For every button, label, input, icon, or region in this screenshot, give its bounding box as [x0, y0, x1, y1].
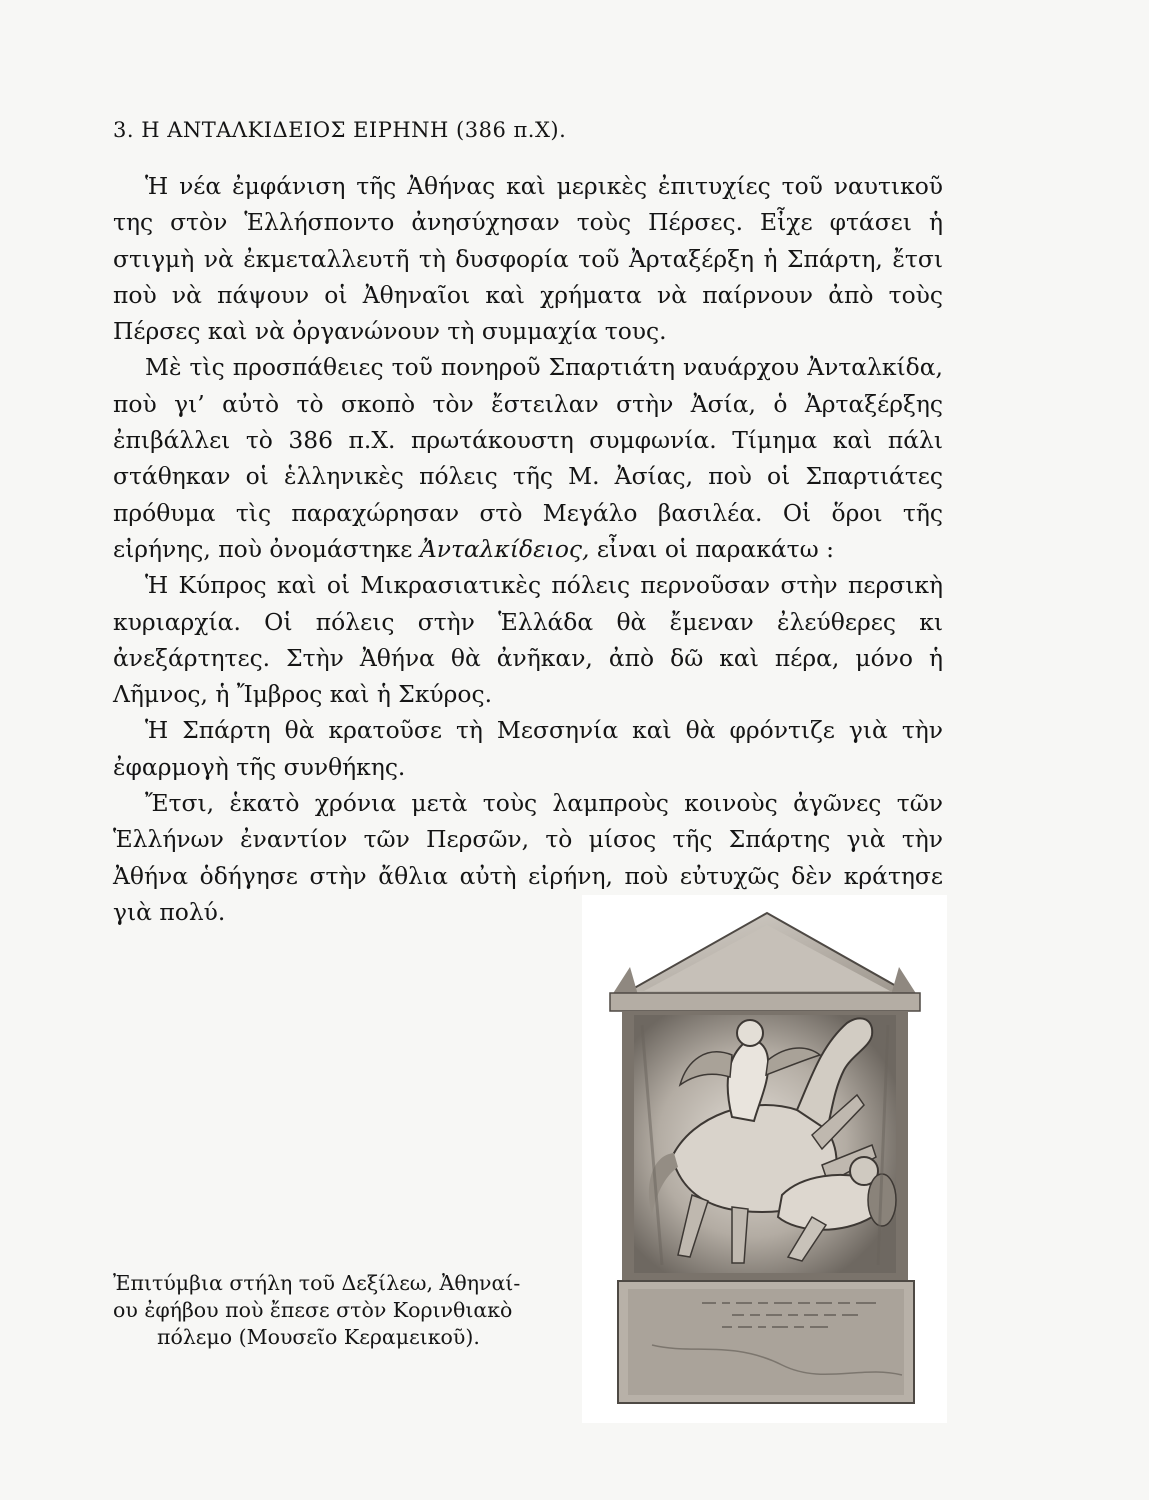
figure-caption [113, 1270, 533, 1351]
paragraph-2-tail: εἶναι οἱ παρακάτω : [596, 534, 834, 563]
paragraph-4: Ἡ Σπάρτη θὰ κρατοῦσε τὴ Μεσσηνία καὶ θὰ φρόντιζε γιὰ τὴν ἐφαρμογὴ τῆς συνθήκης. [113, 716, 943, 781]
section-heading: 3. Η ΑΝΤΑΛΚΙΔΕΙΟΣ ΕΙΡΗΝΗ (386 π.Χ). [113, 118, 567, 142]
paragraph-2-text: Μὲ τὶς προσπάθειες τοῦ πονηροῦ Σπαρτιάτη ναυάρχου Ἀνταλκίδα, ποὺ γι’ αὐτὸ τὸ σκοπὸ τὸν ἔστειλαν στὴν Ἀσία, ὁ Ἀρταξέρξης ἐπιβάλλει τὸ 386 π.Χ. πρωτάκουστη συμφωνία. Τίμημα καὶ πάλι στάθηκαν οἱ ἑλληνικὲς πόλεις τῆς Μ. Ἀσίας, ποὺ οἱ Σπαρτιάτες πρόθυμα τὶς παραχώρησαν στὸ Μεγάλο βασιλέα. Οἱ ὅροι τῆς εἰρήνης, ποὺ ὀνομάστηκε [113, 353, 943, 563]
stele-photo [582, 895, 947, 1423]
paragraph-5: Ἔτσι, ἑκατὸ χρόνια μετὰ τοὺς λαμπροὺς κοινοὺς ἀγῶνες τῶν Ἑλλήνων ἐναντίον τῶν Περσῶν, τὸ μίσος τῆς Σπάρτης γιὰ τὴν Ἀθήνα ὁδήγησε στὴν ἄθλια αὐτὴ εἰρήνη, ποὺ εὐτυχῶς δὲν κράτησε γιὰ πολύ. [113, 789, 943, 926]
caption-line-1: Ἐπιτύμβια στήλη τοῦ Δεξίλεω, Ἀθηναί- [113, 1271, 521, 1295]
paragraph-2 [113, 349, 943, 567]
caption-line-2: ου ἐφήβου ποὺ ἔπεσε στὸν Κορινθιακὸ [113, 1298, 513, 1322]
paragraph-1: Ἡ νέα ἐμφάνιση τῆς Ἀθήνας καὶ μερικὲς ἐπιτυχίες τοῦ ναυτικοῦ της στὸν Ἑλλήσποντο ἀνησύχησαν τοὺς Πέρσες. Εἶχε φτάσει ἡ στιγμὴ νὰ ἐκμεταλλευτῆ τὴ δυσφορία τοῦ Ἀρταξέρξη ἡ Σπάρτη, ἔτσι ποὺ νὰ πάψουν οἱ Ἀθηναῖοι καὶ χρήματα νὰ παίρνουν ἀπὸ τοὺς Πέρσες καὶ νὰ ὀργανώνουν τὴ συμμαχία τους. [113, 172, 943, 346]
caption-line-3: πόλεμο (Μουσεῖο Κεραμεικοῦ). [157, 1325, 480, 1349]
treaty-name: Ἀνταλκίδειος, [419, 534, 590, 563]
body-text [113, 168, 943, 930]
stele-illustration [582, 895, 947, 1423]
paragraph-3: Ἡ Κύπρος καὶ οἱ Μικρασιατικὲς πόλεις περνοῦσαν στὴν περσικὴ κυριαρχία. Οἱ πόλεις στὴν Ἑλλάδα θὰ ἔμεναν ἐλεύθερες κι ἀνεξάρτητες. Στὴν Ἀθήνα θὰ ἀνῆκαν, ἀπὸ δῶ καὶ πέρα, μόνο ἡ Λῆμνος, ἡ Ἴμβρος καὶ ἡ Σκύρος. [113, 571, 943, 709]
